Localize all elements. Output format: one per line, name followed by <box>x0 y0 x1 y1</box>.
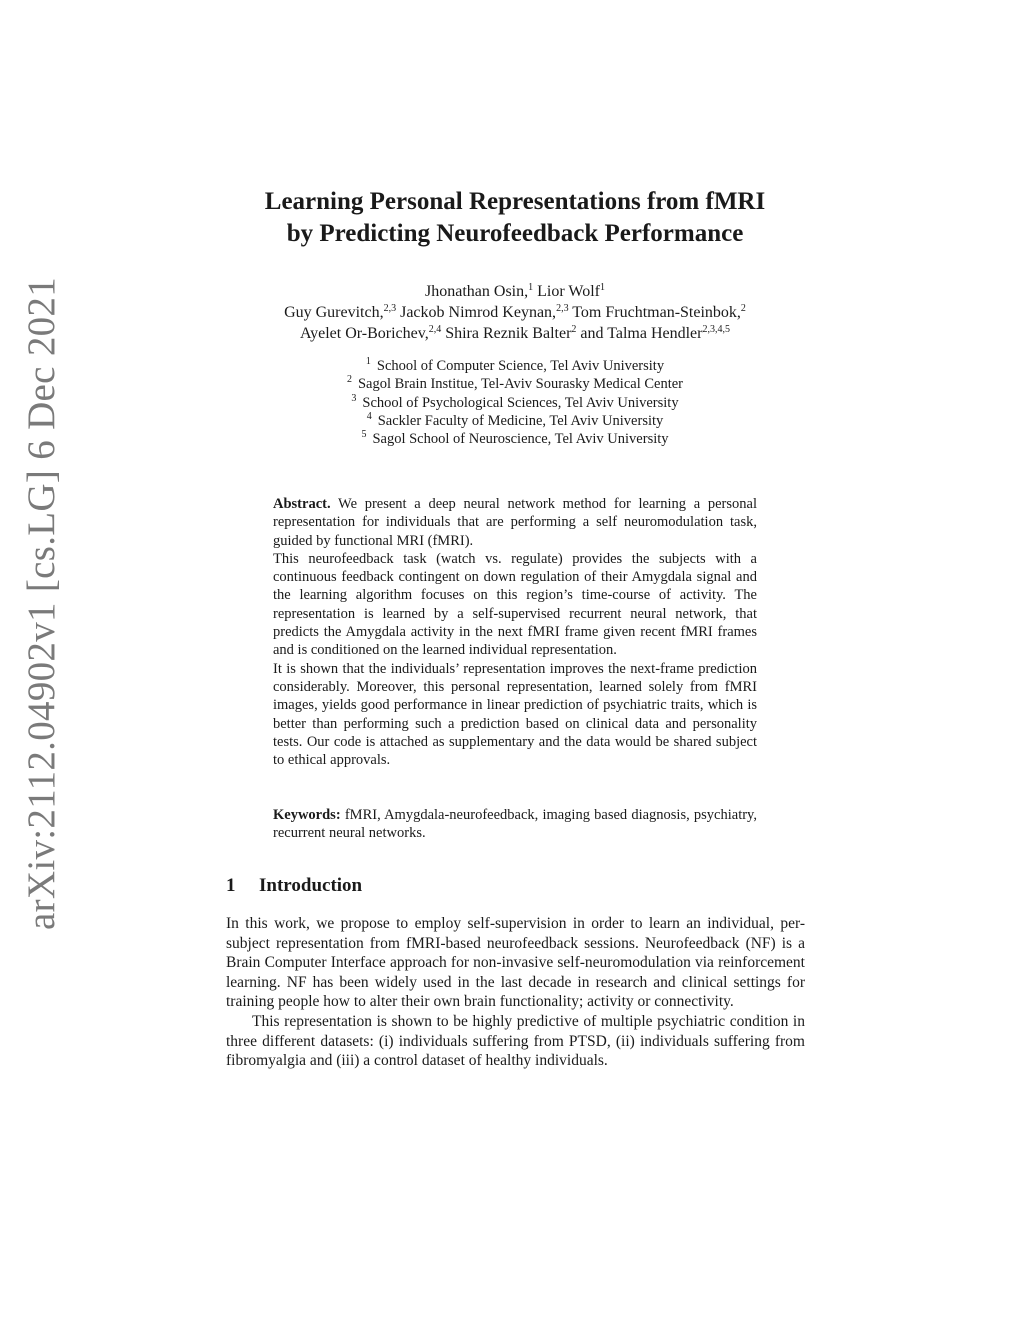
body-paragraph-1: In this work, we propose to employ self-supervision in order to learn an individual, per-subject representation from fMRI-based neurofeedback sessions. Neurofeedback (NF) is a Brain Computer Interface approach for non-invasive self-neuromodulation via reinforcement learning. NF has been widely used in the last decade in research and clinical settings for training people how to alter their own brain functionality; activity or connectivity. <box>226 915 805 1011</box>
affiliation-text: Sagol Brain Institue, Tel-Aviv Sourasky Medical Center <box>357 376 684 393</box>
author-affiliation-mark: 1 <box>599 282 605 293</box>
author-line-2 <box>180 302 850 323</box>
arxiv-identifier-text: arXiv:2112.04902v1 [cs.LG] 6 Dec 2021 <box>20 276 63 930</box>
keywords-block <box>273 806 757 843</box>
author-affiliation-mark: 2,3 <box>383 303 397 314</box>
author-name: Lior Wolf <box>533 283 600 300</box>
affiliation-number: 1 <box>365 356 371 367</box>
author-name: Jhonathan Osin, <box>425 283 529 300</box>
author-name: Shira Reznik Balter <box>441 325 572 342</box>
affiliation-item <box>180 412 850 430</box>
affiliation-number: 3 <box>351 392 357 404</box>
author-line-3 <box>180 323 850 344</box>
paper-title-line-1: Learning Personal Representations from fMRI <box>264 188 766 215</box>
author-name: Tom Fruchtman-Steinbok, <box>568 304 741 321</box>
affiliation-item <box>180 375 850 393</box>
abstract-block <box>273 495 757 769</box>
section-title: Introduction <box>259 875 363 896</box>
body-paragraph-2: This representation is shown to be highly predictive of multiple psychiatric condition in three different datasets: (i) individuals suffering from PTSD, (ii) individuals suffering from fibromyalgia and (iii) a control dataset of healthy individuals. <box>226 1012 805 1070</box>
keywords-text: fMRI, Amygdala-neurofeedback, imaging based diagnosis, psychiatry, recurrent neural networks. <box>273 807 757 842</box>
affiliation-item <box>180 394 850 412</box>
abstract-label: Abstract. <box>273 496 331 512</box>
introduction-body <box>226 914 805 1071</box>
affiliation-text: Sagol School of Neuroscience, Tel Aviv University <box>372 431 669 448</box>
author-name: Jackob Nimrod Keynan, <box>396 304 557 321</box>
author-name: and Talma Hendler <box>576 325 703 342</box>
author-affiliation-mark: 2,3,4,5 <box>702 324 730 335</box>
author-affiliation-mark: 2,4 <box>428 324 442 335</box>
author-affiliation-mark: 2 <box>571 324 577 335</box>
author-affiliation-mark: 1 <box>528 282 534 293</box>
author-affiliation-mark: 2,3 <box>556 303 569 314</box>
keywords-label: Keywords: <box>273 807 341 823</box>
author-name: Guy Gurevitch, <box>284 304 384 321</box>
paper-title-line-2: by Predicting Neurofeedback Performance <box>286 220 744 247</box>
author-name: Ayelet Or-Borichev, <box>300 325 429 342</box>
affiliation-number: 5 <box>361 429 367 441</box>
author-line-1 <box>180 281 850 302</box>
section-heading <box>226 874 362 898</box>
paper-title <box>180 186 850 250</box>
affiliation-item <box>180 357 850 375</box>
affiliation-text: School of Computer Science, Tel Aviv University <box>376 358 665 374</box>
affiliation-text: Sackler Faculty of Medicine, Tel Aviv University <box>377 412 664 429</box>
section-number: 1 <box>226 875 236 896</box>
affiliation-item <box>180 430 850 448</box>
abstract-paragraph-3: It is shown that the individuals’ representation improves the next-frame prediction considerably. Moreover, this personal representation, learned solely from fMRI images, yields good performance in linear prediction of psychiatric traits, which is better than performing such a prediction based on clinical data and personality tests. Our code is attached as supplementary and the data would be shared subject to ethical approvals. <box>273 660 757 769</box>
abstract-text-1: We present a deep neural network method for learning a personal representation for individuals that are performing a self neuromodulation task, guided by functional MRI (fMRI). <box>273 496 757 549</box>
arxiv-identifier-stamp <box>0 0 63 930</box>
affiliation-list <box>180 357 850 448</box>
affiliation-number: 4 <box>366 410 372 422</box>
affiliation-number: 2 <box>346 374 352 386</box>
affiliation-text: School of Psychological Sciences, Tel Aviv University <box>362 394 679 411</box>
abstract-paragraph-1 <box>273 495 757 550</box>
author-list <box>180 281 850 344</box>
author-affiliation-mark: 2 <box>740 303 746 314</box>
abstract-paragraph-2: This neurofeedback task (watch vs. regulate) provides the subjects with a continuous feedback contingent on down regulation of their Amygdala signal and the learning algorithm focuses on this region’s time-course of activity. The representation is learned by a self-supervised recurrent neural network, that predicts the Amygdala activity in the next fMRI frame given recent fMRI frames and is conditioned on the learned individual representation. <box>273 550 757 659</box>
